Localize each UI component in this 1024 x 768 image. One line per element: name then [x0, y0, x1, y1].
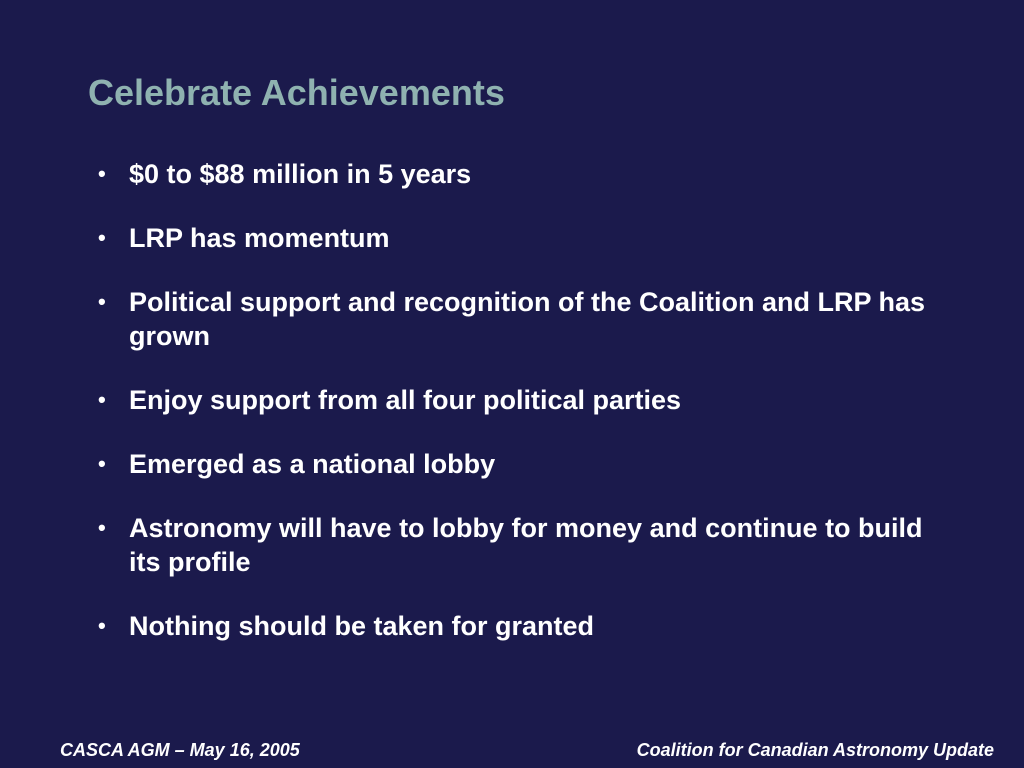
bullet-text: Political support and recognition of the Coalition and LRP has grown: [129, 287, 926, 351]
bullet-icon: •: [98, 515, 106, 540]
bullet-item: [98, 285, 948, 353]
bullet-item: [98, 511, 948, 579]
bullet-icon: •: [98, 161, 106, 186]
slide-title: Celebrate Achievements: [88, 72, 505, 113]
bullet-text: LRP has momentum: [129, 223, 390, 253]
bullet-item: [98, 447, 948, 481]
footer-left: CASCA AGM – May 16, 2005: [60, 740, 300, 760]
bullet-list: [98, 157, 948, 673]
footer-right: Coalition for Canadian Astronomy Update: [636, 740, 994, 760]
bullet-text: Nothing should be taken for granted: [129, 611, 594, 641]
bullet-item: [98, 221, 948, 255]
bullet-text: Emerged as a national lobby: [129, 449, 496, 479]
bullet-item: [98, 383, 948, 417]
bullet-text: Astronomy will have to lobby for money and continue to build its profile: [129, 513, 923, 577]
bullet-icon: •: [98, 387, 106, 412]
bullet-text: Enjoy support from all four political parties: [129, 385, 682, 415]
bullet-icon: •: [98, 613, 106, 638]
bullet-icon: •: [98, 225, 106, 250]
bullet-item: [98, 609, 948, 643]
bullet-item: [98, 157, 948, 191]
bullet-icon: •: [98, 289, 106, 314]
bullet-icon: •: [98, 451, 106, 476]
bullet-text: $0 to $88 million in 5 years: [129, 159, 472, 189]
